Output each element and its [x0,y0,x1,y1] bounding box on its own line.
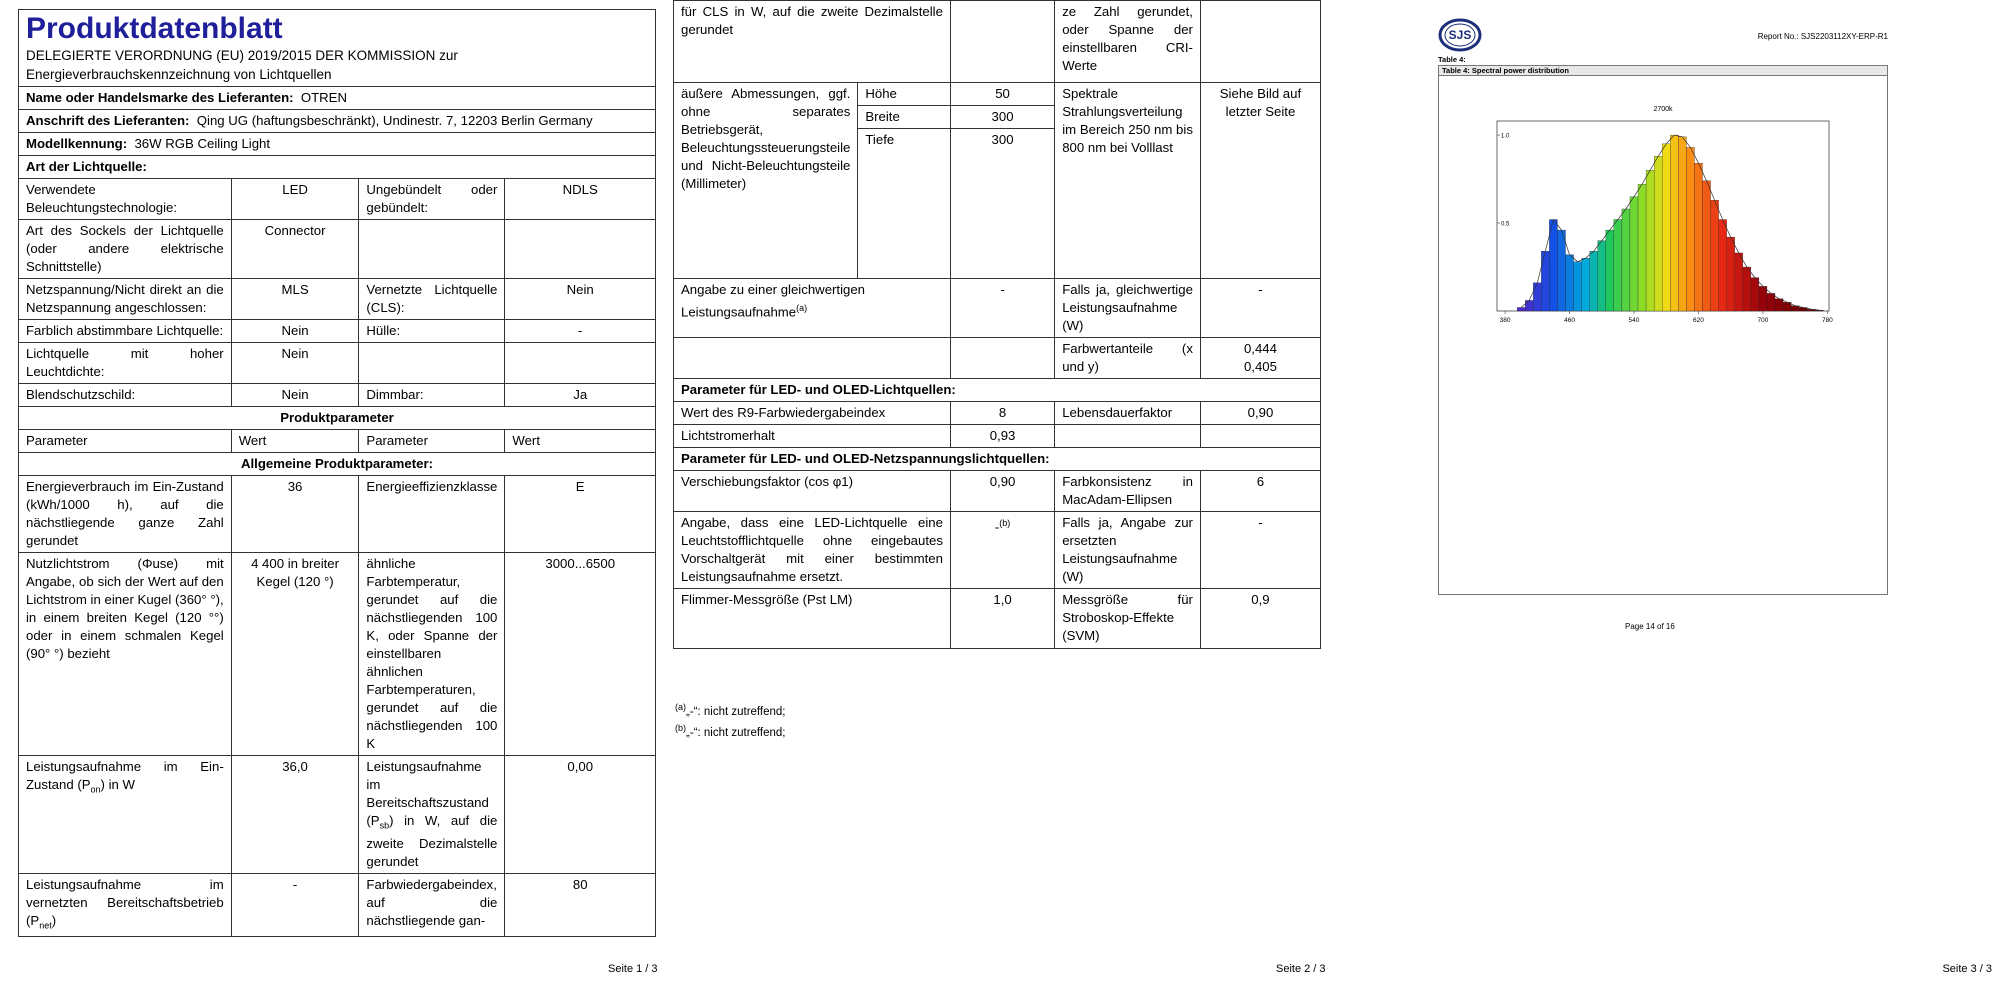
maint-value: 0,93 [950,425,1054,448]
table-title: Table 4: Spectral power distribution [1439,66,1887,76]
spectrum-bar [1735,253,1743,311]
pnet-label: Leistungsaufnahme im vernetzten Bereitschaftsbetrieb (P [26,876,224,928]
spectrum-bar [1694,163,1702,311]
spectrum-bar [1630,197,1638,311]
spectral-power-chart [1485,101,1845,331]
chroma-x: 0,444 [1243,341,1277,356]
x-tick-label: 780 [1821,317,1833,324]
model-label: Modellkennung: [26,136,128,151]
life-label: Lebensdauerfaktor [1055,402,1201,425]
psb-sub: sb [379,820,390,831]
row-label: Blendschutzschild: [19,384,232,407]
row-value: Nein [505,279,656,320]
spectrum-bar [1525,300,1533,311]
param-value: 0,00 [505,756,656,874]
shift-value: 0,90 [950,471,1054,512]
spectrum-bar [1727,237,1735,311]
row-value: Nein [231,384,359,407]
regulation-subtitle: DELEGIERTE VERORDNUNG (EU) 2019/2015 DER KOMMISSION zur Energieverbrauchskennzeichnung von Lichtquellen [26,48,458,82]
spectrum-bar [1775,299,1783,311]
spectrum-bar [1574,262,1582,311]
param-label: Energieeffizienzklasse [359,476,505,553]
footnote-mark: (a) [675,702,686,712]
consist-label: Farbkonsistenz in MacAdam-Ellipsen [1055,471,1201,512]
param-label: ähnliche Farbtemperatur, gerundet auf die nächstliegenden 100 K, oder Spanne der einstellbaren ähnlichen Farbtemperaturen, gerundet auf die nächstliegenden 100 K [359,553,505,756]
spectrum-bar [1759,286,1767,311]
param-value: 36,0 [231,756,359,874]
row-value: LED [231,179,359,220]
pon-label-end: ) in W [100,777,135,792]
model-row [19,133,656,156]
spectrum-bar [1767,293,1775,311]
flicker-value: 1,0 [950,589,1054,649]
row-label [359,343,505,384]
col-header: Wert [505,430,656,453]
row-label: Hülle: [359,320,505,343]
pnet-sub: net [39,920,52,931]
replace-yes-label: Falls ja, Angabe zur ersetzten Leistungsaufnahme (W) [1055,512,1201,589]
sjs-logo-icon [1438,18,1482,52]
spectrum-bar [1598,241,1606,311]
spectrum-bar [1606,230,1614,311]
pnet-label-end: ) [51,912,57,928]
row-label: Art des Sockels der Lichtquelle (oder andere elektrische Schnittstelle) [19,220,232,279]
address-row [19,110,656,133]
equiv-value: - [950,279,1054,338]
datasheet-table-2 [673,0,1321,649]
maint-label: Lichtstromerhalt [674,425,951,448]
y-tick-label: 0.5 [1501,221,1510,228]
page-number: Seite 2 / 3 [1276,963,1326,975]
spectrum-bar [1614,220,1622,311]
pon-sub: on [90,784,101,795]
dim-value: 300 [950,129,1054,279]
footnote-mark: (b) [675,723,686,733]
param-value: - [231,873,359,937]
replace-yes-value: - [1200,512,1320,589]
psb-label-end: ) in W, auf die zweite Dezimalstelle gerundet [366,813,498,869]
param-value: 36 [231,476,359,553]
spectrum-bar [1751,278,1759,311]
spectrum-bar [1719,220,1727,311]
led-heading: Parameter für LED- und OLED-Lichtquellen: [674,379,1321,402]
empty-cell [950,338,1054,379]
spectrum-bar [1557,230,1565,311]
empty-cell [1055,425,1201,448]
dim-name: Breite [858,106,951,129]
spectrum-bar [1654,156,1662,311]
strobe-value: 0,9 [1200,589,1320,649]
footnote-ref: (b) [999,518,1011,528]
cont-value [950,1,1054,83]
row-value: Nein [231,320,359,343]
replace-label: Angabe, dass eine LED-Lichtquelle eine Leuchtstofflichtquelle ohne eingebautes Vorschaltgerät mit einer bestimmten Leistungsaufnahme ersetzt. [674,512,951,589]
empty-cell [674,338,951,379]
shift-label: Verschiebungsfaktor (cos φ1) [674,471,951,512]
spectrum-bar [1678,137,1686,311]
test-report-excerpt [1438,18,1888,595]
equiv-label-text: Angabe zu einer gleichwertigen Leistungsaufnahme [681,282,866,320]
report-number: Report No.: SJS2203112XY-ERP-R1 [1757,32,1888,41]
row-value: Nein [231,343,359,384]
strobe-label: Messgröße für Stroboskop-Effekte (SVM) [1055,589,1201,649]
page-number: Seite 1 / 3 [608,963,658,975]
x-tick-label: 620 [1693,317,1704,324]
row-value: NDLS [505,179,656,220]
address-label: Anschrift des Lieferanten: [26,113,190,128]
address-value: Qing UG (haftungsbeschränkt), Undinestr. 7, 12203 Berlin Germany [196,113,593,128]
general-params-heading: Allgemeine Produktparameter: [19,453,656,476]
equiv-yes-label: Falls ja, gleichwertige Leistungsaufnahme (W) [1055,279,1201,338]
footnote-b [675,723,786,739]
row-label: Lichtquelle mit hoher Leuchtdichte: [19,343,232,384]
x-tick-label: 540 [1628,317,1640,324]
r9-value: 8 [950,402,1054,425]
row-value: - [505,320,656,343]
table-label: Table 4: [1438,55,1466,64]
dim-value: 300 [950,106,1054,129]
pon-label: Leistungsaufnahme im Ein-Zustand (P [26,759,224,792]
row-value: Ja [505,384,656,407]
param-label [19,873,232,937]
row-value [505,220,656,279]
row-label: Farblich abstimmbare Lichtquelle: [19,320,232,343]
param-label [359,756,505,874]
mains-heading: Parameter für LED- und OLED-Netzspannungslichtquellen: [674,448,1321,471]
spectrum-bar [1638,184,1646,311]
spectrum-bar [1686,147,1694,311]
spectrum-bar [1541,251,1549,311]
row-label: Netzspannung/Nicht direkt an die Netzspannung angeschlossen: [19,279,232,320]
x-tick-label: 700 [1757,317,1769,324]
col-header: Parameter [359,430,505,453]
spectrum-bar [1662,144,1670,311]
row-value [505,343,656,384]
spectrum-bar [1622,209,1630,311]
row-label: Dimmbar: [359,384,505,407]
model-value: 36W RGB Ceiling Light [134,136,271,151]
supplier-label: Name oder Handelsmarke des Lieferanten: [26,90,294,105]
footnote-text: „-“: nicht zutreffend; [686,705,786,718]
page-1 [0,0,670,989]
row-value: Connector [231,220,359,279]
col-header: Parameter [19,430,232,453]
footnote-ref: (a) [796,303,808,313]
param-value: 80 [505,873,656,937]
logo-text: SJS [1448,28,1472,42]
param-label [19,756,232,874]
row-label: Ungebündelt oder gebündelt: [359,179,505,220]
spectrum-bar [1533,283,1541,311]
row-value: MLS [231,279,359,320]
equiv-yes-value: - [1200,279,1320,338]
y-tick-label: 1.0 [1501,133,1510,140]
row-label [359,220,505,279]
dim-value: 50 [950,83,1054,106]
equiv-label [674,279,951,338]
spectrum-frame [1438,65,1888,595]
replace-value-text: - [994,519,1000,535]
supplier-value: OTREN [300,90,347,105]
param-label: Nutzlichtstrom (Φuse) mit Angabe, ob sich der Wert auf den Lichtstrom in einer Kugel (360° °), in einem breiten Kegel (120 °°) oder in einem schmalen Kegel (90° °) bezieht [19,553,232,756]
spectrum-bar [1711,200,1719,311]
param-value: E [505,476,656,553]
supplier-row [19,87,656,110]
row-label: Vernetzte Lichtquelle (CLS): [359,279,505,320]
dim-name: Höhe [858,83,951,106]
life-value: 0,90 [1200,402,1320,425]
title-cell [19,10,656,87]
col-header: Wert [231,430,359,453]
light-type-heading: Art der Lichtquelle: [19,156,656,179]
spectrum-bar [1517,307,1525,311]
replace-value [950,512,1054,589]
spectrum-bar [1590,251,1598,311]
footnote-text: „-“: nicht zutreffend; [686,726,786,739]
x-tick-label: 460 [1564,317,1575,324]
spectrum-bar [1549,220,1557,311]
spectrum-bar [1582,258,1590,311]
r9-label: Wert des R9-Farbwiedergabeindex [674,402,951,425]
flicker-label: Flimmer-Messgröße (Pst LM) [674,589,951,649]
row-label: Verwendete Beleuchtungstechnologie: [19,179,232,220]
param-label: Energieverbrauch im Ein-Zustand (kWh/1000 h), auf die nächstliegende ganze Zahl gerundet [19,476,232,553]
datasheet-table-1 [18,9,656,937]
param-value: 4 400 in breiter Kegel (120 °) [231,553,359,756]
spectrum-bar [1702,181,1710,311]
chart-title: 2700k [1653,106,1673,113]
chroma-label: Farbwertanteile (x und y) [1055,338,1201,379]
chroma-y: 0,405 [1243,359,1277,374]
spectrum-bar [1646,170,1654,311]
spectrum-bar [1815,310,1823,311]
spectrum-bar [1565,255,1573,311]
cont-label: für CLS in W, auf die zweite Dezimalstelle gerundet [674,1,951,83]
psb-label: Leistungsaufnahme im Bereitschaftszustand (P [366,759,489,828]
consist-value: 6 [1200,471,1320,512]
dim-name: Tiefe [858,129,951,279]
spectral-value: Siehe Bild auf letzter Seite [1200,83,1320,279]
product-params-heading: Produktparameter [19,407,656,430]
cont-value [1200,1,1320,83]
footnote-a [675,702,786,718]
spectral-label: Spektrale Strahlungsverteilung im Bereich 250 nm bis 800 nm bei Volllast [1055,83,1201,279]
param-label: Farbwiedergabeindex, auf die nächstliegende gan- [359,873,505,937]
chroma-values [1200,338,1320,379]
x-tick-label: 380 [1499,317,1511,324]
spectrum-bar [1743,267,1751,311]
dims-label: äußere Abmessungen, ggf. ohne separates Betriebsgerät, Beleuchtungssteuerungsteile und Nicht-Beleuchtungsteile (Millimeter) [674,83,858,279]
param-value: 3000...6500 [505,553,656,756]
report-page-of: Page 14 of 16 [1625,622,1675,631]
spectrum-bar [1670,135,1678,311]
cont-label: ze Zahl gerundet, oder Spanne der einstellbaren CRI-Werte [1055,1,1201,83]
page-number: Seite 3 / 3 [1942,963,1992,975]
empty-cell [1200,425,1320,448]
page-title: Produktdatenblatt [26,12,283,45]
